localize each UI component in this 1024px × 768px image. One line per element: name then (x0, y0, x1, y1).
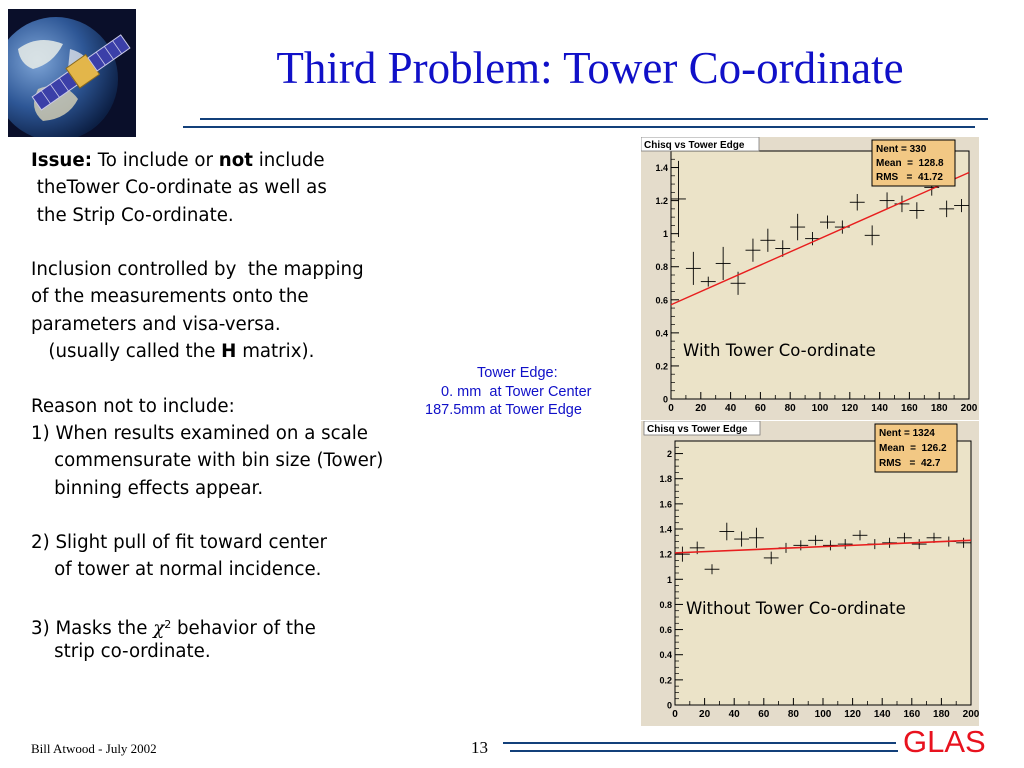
plot-area (675, 441, 971, 705)
chart-caption: Without Tower Co-ordinate (686, 599, 906, 618)
chart-title: Chisq vs Tower Edge (644, 140, 745, 151)
reason-2-line-2: of tower at normal incidence. (31, 559, 322, 581)
title-rule-bottom (183, 126, 975, 128)
x-tick-label: 140 (873, 709, 891, 720)
footer-author: Bill Atwood - July 2002 (31, 741, 157, 756)
inclusion-line-2: of the measurements onto the (31, 286, 309, 308)
x-tick-label: 120 (841, 403, 859, 414)
x-tick-label: 200 (960, 403, 978, 414)
reason-1-line-3: binning effects appear. (31, 477, 264, 499)
reason-heading: Reason not to include: (31, 395, 235, 417)
y-tick-label: 0.2 (659, 675, 672, 686)
footer-rule-bottom (510, 750, 898, 752)
x-tick-label: 60 (758, 709, 770, 720)
x-tick-label: 40 (728, 709, 740, 720)
reason-1-line-2: commensurate with bin size (Tower) (31, 450, 384, 472)
x-tick-label: 20 (699, 709, 711, 720)
x-tick-label: 120 (844, 709, 861, 720)
chart-with-tower (641, 137, 979, 420)
reason-3-line-2: strip co-ordinate. (31, 641, 211, 663)
issue-not: not (218, 150, 253, 171)
title-rule-top (200, 118, 988, 120)
x-tick-label: 100 (811, 403, 829, 414)
issue-line (31, 147, 451, 174)
stats-nent: Nent = 1324 (879, 428, 935, 439)
x-tick-label: 60 (754, 403, 766, 414)
x-tick-label: 200 (962, 709, 979, 720)
y-tick-label: 0.4 (655, 328, 668, 339)
brand-logo: GLAS (903, 724, 986, 759)
inclusion-line-4 (31, 338, 451, 365)
x-tick-label: 180 (933, 709, 950, 720)
inclusion-line-4-bold: H (221, 341, 237, 363)
issue-line-2: theTower Co-ordinate as well as (31, 177, 327, 199)
y-tick-label: 1.4 (655, 163, 668, 174)
reason-3-line-1 (31, 611, 451, 638)
y-tick-label: 0.8 (655, 262, 668, 273)
reason-2-line-1: 2) Slight pull of fit toward center (31, 532, 327, 554)
stats-mean: Mean = 126.2 (879, 443, 947, 454)
chart-without-tower (641, 421, 979, 726)
x-tick-label: 0 (668, 403, 674, 414)
x-tick-label: 180 (930, 403, 948, 414)
page-number: 13 (471, 738, 488, 757)
x-tick-label: 160 (901, 403, 918, 414)
inclusion-line-1: Inclusion controlled by the mapping (31, 259, 364, 281)
tower-edge-note-line-3: 187.5mm at Tower Edge (425, 402, 582, 418)
y-tick-label: 1.2 (655, 196, 668, 207)
x-tick-label: 0 (672, 709, 678, 720)
chart-panel-without-tower (641, 421, 979, 726)
reason-3-post: behavior of the (171, 618, 316, 640)
x-tick-label: 20 (695, 403, 707, 414)
stats-mean: Mean = 128.8 (876, 158, 944, 169)
tower-edge-note-line-1: Tower Edge: (477, 365, 558, 381)
stats-nent: Nent = 330 (876, 144, 927, 155)
issue-text-1: To include or (91, 150, 219, 171)
tower-edge-note-line-2: 0. mm at Tower Center (433, 383, 592, 400)
y-tick-label: 1.6 (659, 499, 672, 510)
y-tick-label: 0.2 (655, 361, 668, 372)
issue-label: Issue: (31, 150, 92, 171)
x-tick-label: 100 (814, 709, 832, 720)
footer-rule-top (503, 742, 896, 744)
y-tick-label: 1.8 (659, 474, 672, 485)
chart-caption: With Tower Co-ordinate (683, 341, 876, 360)
stats-rms: RMS = 41.72 (876, 172, 943, 183)
inclusion-line-4-pre: (usually called the (31, 341, 222, 363)
x-tick-label: 80 (787, 709, 799, 720)
chi-exponent: 2 (164, 618, 172, 632)
y-tick-label: 0 (662, 394, 668, 405)
x-tick-label: 40 (725, 403, 737, 414)
plot-area (671, 151, 969, 399)
tower-edge-note (420, 364, 635, 420)
page-title: Third Problem: Tower Co-ordinate (276, 43, 904, 93)
y-tick-label: 1 (666, 574, 672, 585)
inclusion-line-4-post: matrix). (236, 341, 315, 363)
x-tick-label: 160 (903, 709, 921, 720)
inclusion-line-3: parameters and visa-versa. (31, 313, 281, 335)
body-text (31, 147, 451, 666)
stats-rms: RMS = 42.7 (879, 458, 941, 469)
chart-title: Chisq vs Tower Edge (647, 424, 748, 435)
y-tick-label: 0.8 (659, 599, 672, 610)
x-tick-label: 80 (784, 403, 796, 414)
y-tick-label: 0.6 (659, 625, 672, 636)
y-tick-label: 1.2 (659, 549, 672, 560)
y-tick-label: 0.4 (659, 650, 672, 661)
y-tick-label: 1.4 (659, 524, 672, 535)
issue-text-2: include (252, 150, 325, 171)
chart-panel-with-tower (641, 137, 979, 420)
y-tick-label: 0 (666, 700, 672, 711)
issue-line-3: the Strip Co-ordinate. (31, 204, 234, 226)
y-tick-label: 1 (662, 229, 668, 240)
y-tick-label: 0.6 (655, 295, 668, 306)
reason-3-pre: 3) Masks the (31, 618, 154, 640)
x-tick-label: 140 (871, 403, 888, 414)
chi-symbol: χ (153, 618, 165, 640)
reason-1-line-1: 1) When results examined on a scale (31, 422, 368, 444)
y-tick-label: 2 (666, 449, 672, 460)
satellite-earth-icon (8, 9, 136, 137)
